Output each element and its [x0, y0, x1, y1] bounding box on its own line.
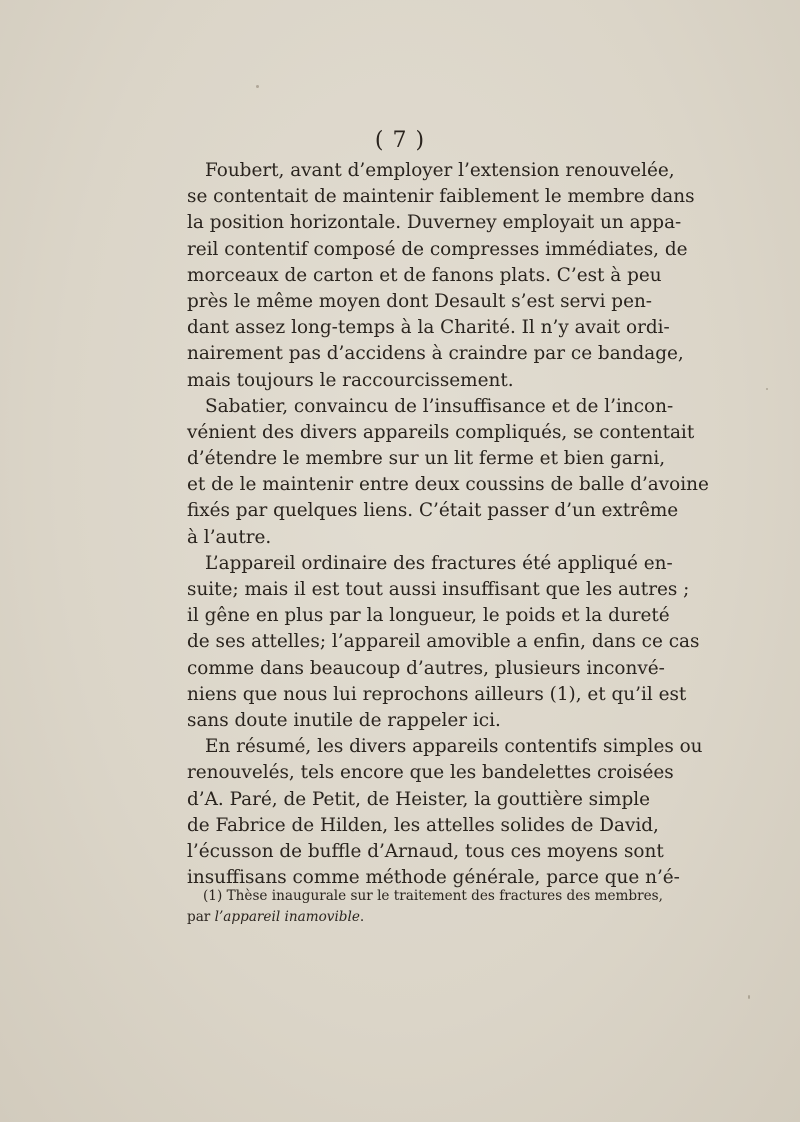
footnote-line-2	[187, 907, 612, 928]
text-line: à l’autre.	[187, 526, 272, 548]
text-line: suite; mais il est tout aussi insuffisant que les autres ;	[187, 579, 690, 600]
text-line: la position horizontale. Duverney employait un appa-	[187, 212, 682, 234]
text-line: fixés par quelques liens. C’était passer d’un extrême	[187, 500, 679, 522]
footnote-prefix: par	[187, 909, 215, 925]
page-number: ( 7 )	[374, 128, 426, 153]
text-line: insuffisans comme méthode générale, parce que n’é-	[187, 867, 680, 889]
text-line: morceaux de carton et de fanons plats. C’est à peu	[187, 264, 662, 286]
text-line: se contentait de maintenir faiblement le membre dans	[187, 186, 695, 208]
text-line: L’appareil ordinaire des fractures été appliqué en-	[205, 552, 673, 574]
text-line: Foubert, avant d’employer l’extension renouvelée,	[205, 160, 675, 181]
footnote-italic-title: l’appareil inamovible	[214, 909, 360, 925]
text-line: près le même moyen dont Desault s’est servi pen-	[187, 290, 653, 312]
text-line: d’A. Paré, de Petit, de Heister, la gouttière simple	[187, 788, 650, 810]
text-line: niens que nous lui reprochons ailleurs (1), et qu’il est	[187, 683, 687, 705]
text-line: vénient des divers appareils compliqués, se contentait	[187, 421, 695, 443]
body-text	[187, 158, 709, 891]
text-line: de ses attelles; l’appareil amovible a enfin, dans ce cas	[187, 631, 700, 653]
text-line: sans doute inutile de rappeler ici.	[187, 709, 501, 731]
text-line: et de le maintenir entre deux coussins de balle d’avoine	[187, 474, 709, 496]
paper-speck	[256, 85, 259, 88]
text-line: renouvelés, tels encore que les bandelettes croisées	[187, 762, 674, 784]
text-line: d’étendre le membre sur un lit ferme et bien garni,	[187, 448, 666, 470]
text-line: nairement pas d’accidens à craindre par ce bandage,	[187, 343, 684, 365]
text-line: comme dans beaucoup d’autres, plusieurs inconvé-	[187, 657, 665, 679]
text-line: En résumé, les divers appareils contentifs simples ou	[205, 736, 703, 758]
text-line: l’écusson de buffle d’Arnaud, tous ces moyens sont	[187, 840, 664, 862]
footnote	[187, 886, 663, 928]
text-line: de Fabrice de Hilden, les attelles solides de David,	[187, 814, 659, 836]
text-line: mais toujours le raccourcissement.	[187, 369, 514, 391]
paper-speck	[766, 388, 768, 390]
text-line: reil contentif composé de compresses immédiates, de	[187, 238, 688, 260]
text-line: Sabatier, convaincu de l’insuffisance et de l’incon-	[205, 395, 674, 417]
footnote-suffix: .	[359, 909, 365, 925]
footnote-line-1: (1) Thèse inaugurale sur le traitement des fractures des membres,	[203, 888, 663, 904]
text-line: il gêne en plus par la longueur, le poids et la dureté	[187, 605, 670, 627]
text-line: dant assez long-temps à la Charité. Il n’y avait ordi-	[187, 317, 670, 339]
paper-speck	[748, 995, 750, 999]
